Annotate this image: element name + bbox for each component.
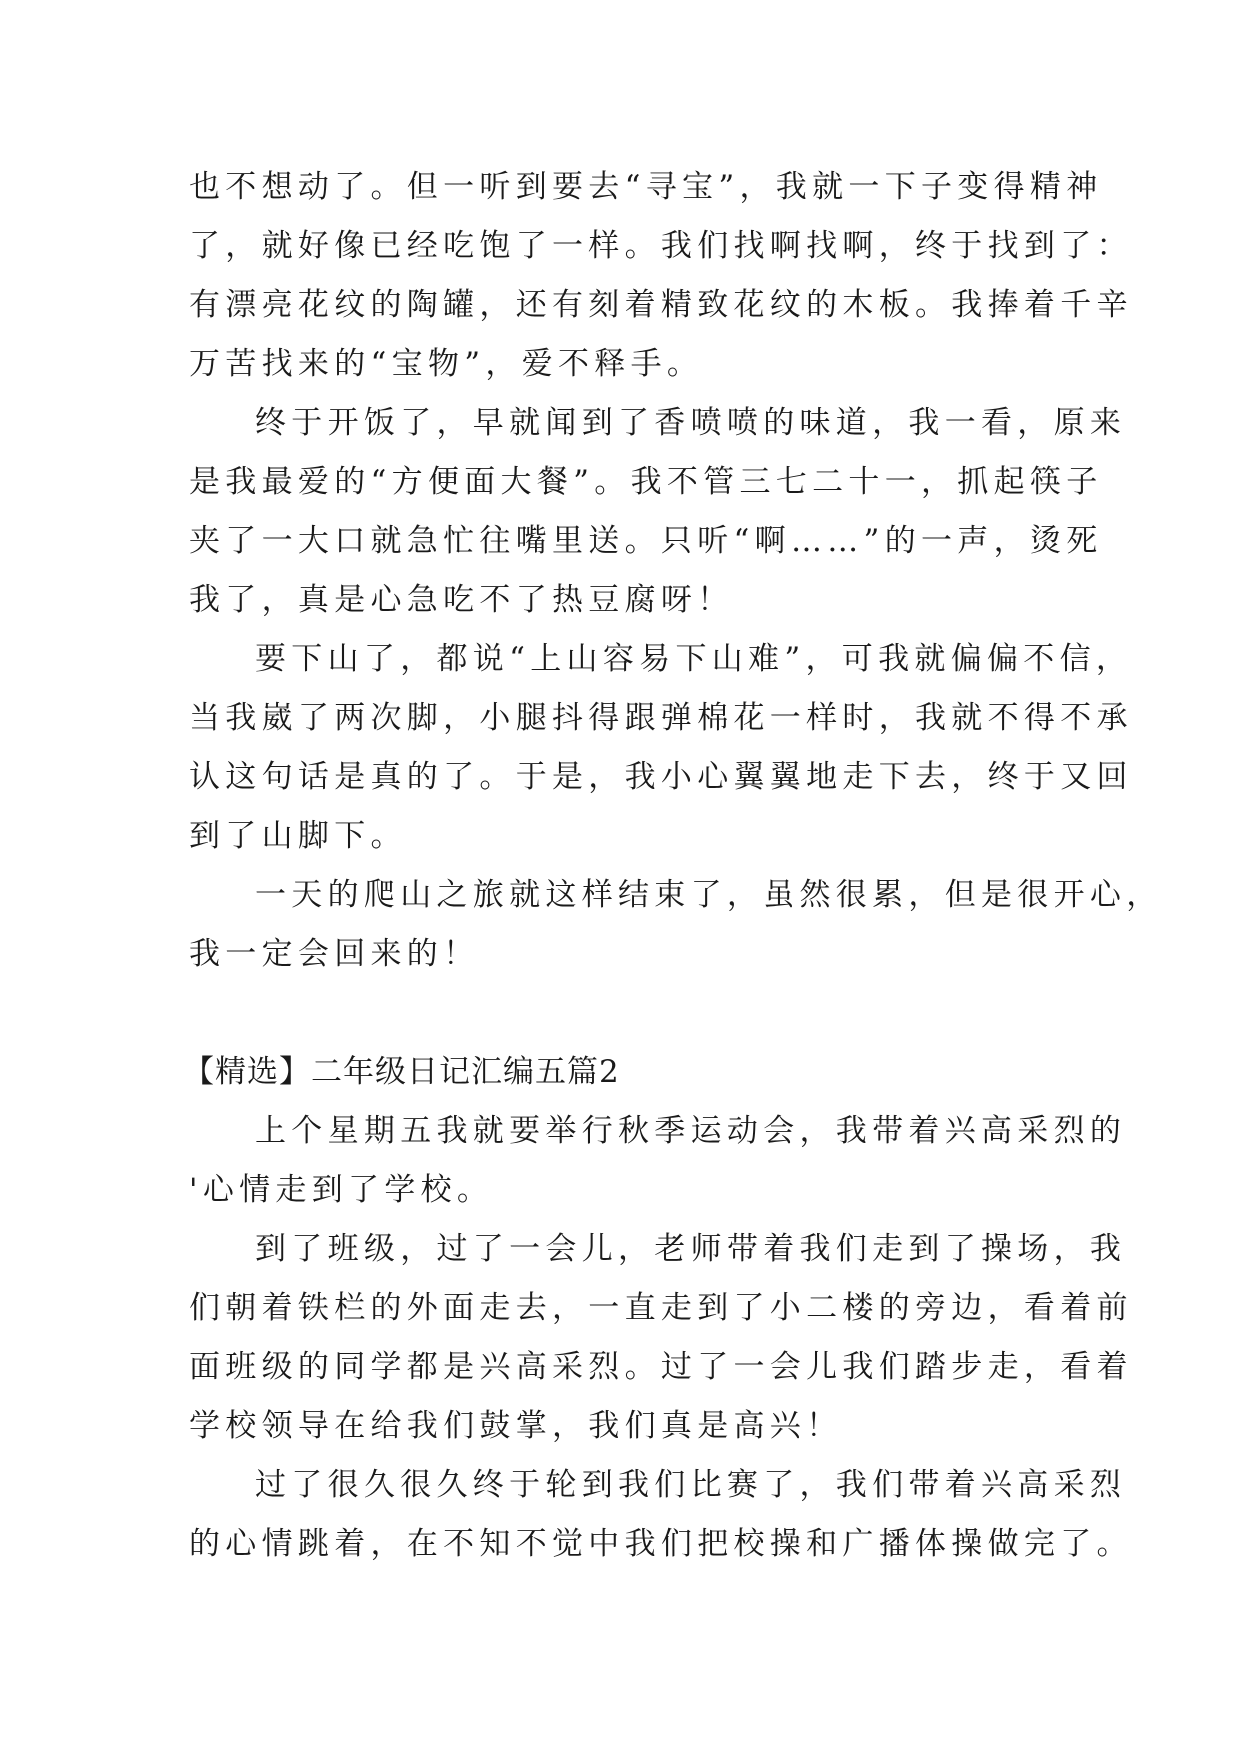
text-line: 的心情跳着，在不知不觉中我们把校操和广播体操做完了。	[189, 1526, 1133, 1562]
paragraph-ending	[189, 866, 1163, 984]
paragraph-descent	[189, 630, 1133, 866]
text-line: 到了班级，过了一会儿，老师带着我们走到了操场，我	[255, 1231, 1127, 1267]
section-gap	[189, 984, 1074, 1043]
text-line: 学校领导在给我们鼓掌，我们真是高兴！	[189, 1408, 843, 1444]
paragraph-lunch	[189, 394, 1127, 630]
text-line: 我了，真是心急吃不了热豆腐呀！	[189, 582, 734, 618]
text-line: 面班级的同学都是兴高采烈。过了一会儿我们踏步走，看着	[189, 1349, 1133, 1385]
text-line: 了，就好像已经吃饱了一样。我们找啊找啊，终于找到了：	[189, 228, 1133, 264]
text-line: 是我最爱的“方便面大餐”。我不管三七二十一，抓起筷子	[189, 464, 1103, 500]
paragraph-treasure-hunt	[189, 158, 1133, 394]
text-line: 万苦找来的“宝物”，爱不释手。	[189, 346, 704, 382]
text-line: 认这句话是真的了。于是，我小心翼翼地走下去，终于又回	[189, 759, 1133, 795]
text-line: 一天的爬山之旅就这样结束了，虽然很累，但是很开心，	[255, 877, 1163, 913]
text-line: 过了很久很久终于轮到我们比赛了，我们带着兴高采烈	[255, 1467, 1127, 1503]
paragraph-playground	[189, 1220, 1133, 1456]
text-line: 终于开饭了，早就闻到了香喷喷的味道，我一看，原来	[255, 405, 1127, 441]
paragraph-sports-day-intro	[189, 1102, 1127, 1220]
text-line: 到了山脚下。	[189, 818, 407, 854]
text-line: 要下山了，都说“上山容易下山难”，可我就偏偏不信，	[255, 641, 1133, 677]
text-line: 夹了一大口就急忙往嘴里送。只听“啊……”的一声，烫死	[189, 523, 1103, 559]
text-line: 上个星期五我就要举行秋季运动会，我带着兴高采烈的	[255, 1113, 1127, 1149]
paragraph-competition	[189, 1456, 1133, 1574]
text-line: 当我崴了两次脚，小腿抖得跟弹棉花一样时，我就不得不承	[189, 700, 1133, 736]
document-body	[183, 158, 1163, 1574]
text-line: 们朝着铁栏的外面走去，一直走到了小二楼的旁边，看着前	[189, 1290, 1133, 1326]
text-line: 有漂亮花纹的陶罐，还有刻着精致花纹的木板。我捧着千辛	[189, 287, 1133, 323]
text-line: 也不想动了。但一听到要去“寻宝”，我就一下子变得精神	[189, 169, 1103, 205]
section-heading: 【精选】二年级日记汇编五篇2	[183, 1054, 620, 1090]
text-line: 我一定会回来的！	[189, 936, 480, 972]
text-line: '心情走到了学校。	[189, 1172, 494, 1208]
